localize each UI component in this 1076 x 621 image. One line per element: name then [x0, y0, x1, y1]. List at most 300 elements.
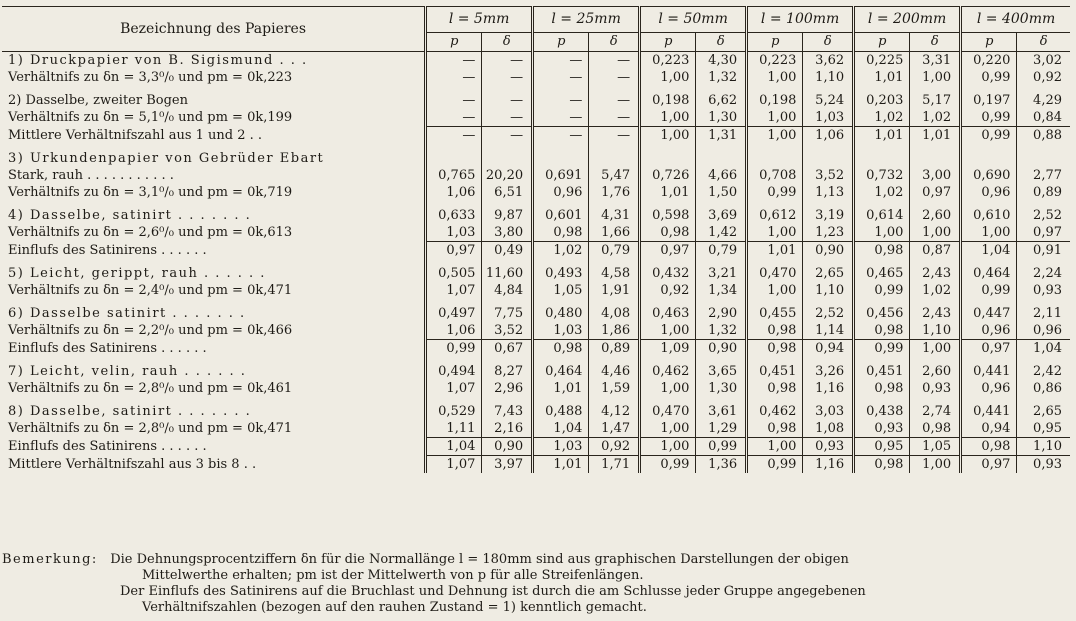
cell-p: 0,220 — [961, 52, 1017, 70]
cell-delta: 1,47 — [589, 420, 640, 438]
cell-p: — — [533, 52, 589, 70]
table-header — [2, 7, 1070, 52]
cell-delta: 2,60 — [910, 363, 961, 380]
cell-p: 0,92 — [640, 282, 696, 299]
cell-delta: 0,93 — [1017, 456, 1070, 474]
cell-delta: 7,75 — [482, 305, 533, 322]
cell-p: 1,04 — [426, 438, 482, 456]
subheader-delta: δ — [910, 32, 961, 51]
cell-delta: 2,74 — [910, 403, 961, 420]
cell-p — [533, 150, 589, 167]
cell-p: 1,06 — [426, 322, 482, 340]
cell-delta: 20,20 — [482, 167, 533, 184]
cell-p: 0,99 — [640, 456, 696, 474]
cell-delta: 4,29 — [1017, 92, 1070, 109]
subheader-p: p — [426, 32, 482, 51]
cell-delta: 7,43 — [482, 403, 533, 420]
cell-p: 0,601 — [533, 207, 589, 224]
cell-p: 0,447 — [961, 305, 1017, 322]
cell-delta: 2,90 — [696, 305, 747, 322]
cell-delta: 2,43 — [910, 305, 961, 322]
cell-p: 0,708 — [747, 167, 803, 184]
cell-delta: 1,00 — [910, 224, 961, 242]
cell-p: 0,438 — [854, 403, 910, 420]
cell-delta: 0,96 — [1017, 322, 1070, 340]
row-label: 2) Dasselbe, zweiter Bogen — [8, 93, 188, 108]
cell-delta: 0,98 — [910, 420, 961, 438]
cell-delta: 0,86 — [1017, 380, 1070, 397]
cell-p: 1,01 — [854, 69, 910, 86]
cell-p: 0,99 — [854, 282, 910, 299]
cell-delta: 4,58 — [589, 265, 640, 282]
cell-p: 0,464 — [533, 363, 589, 380]
cell-p: 1,01 — [640, 184, 696, 201]
row-label: Verhältnifs zu δn = 5,1⁰/₀ und pm = 0k,199 — [8, 110, 293, 125]
cell-p: 1,00 — [747, 69, 803, 86]
cell-delta — [696, 150, 747, 167]
cell-delta: — — [589, 109, 640, 127]
cell-delta: 6,62 — [696, 92, 747, 109]
cell-p: 0,98 — [854, 380, 910, 397]
cell-p: — — [533, 109, 589, 127]
cell-delta: — — [589, 69, 640, 86]
row-label: 5) Leicht, gerippt, rauh . . . . . . — [8, 266, 266, 281]
subheader-delta: δ — [1017, 32, 1070, 51]
cell-delta: 5,24 — [803, 92, 854, 109]
cell-p: 0,223 — [640, 52, 696, 70]
cell-delta: 2,77 — [1017, 167, 1070, 184]
cell-p: 0,488 — [533, 403, 589, 420]
cell-p: 0,462 — [747, 403, 803, 420]
table-row — [2, 340, 1070, 358]
cell-delta: 1,34 — [696, 282, 747, 299]
cell-delta: 0,97 — [910, 184, 961, 201]
cell-p: 0,494 — [426, 363, 482, 380]
subheader-delta: δ — [482, 32, 533, 51]
cell-p: 1,02 — [854, 184, 910, 201]
row-label: Verhältnifs zu δn = 2,6⁰/₀ und pm = 0k,613 — [8, 225, 293, 240]
subheader-p: p — [961, 32, 1017, 51]
subheader-p: p — [747, 32, 803, 51]
cell-delta: 1,04 — [1017, 340, 1070, 358]
column-header-length-200: l = 200mm — [854, 7, 961, 33]
cell-p: 0,598 — [640, 207, 696, 224]
cell-delta: 1,59 — [589, 380, 640, 397]
cell-p: 0,96 — [961, 380, 1017, 397]
cell-p: 0,493 — [533, 265, 589, 282]
table-row — [2, 322, 1070, 340]
cell-p: 1,00 — [640, 322, 696, 340]
cell-delta: — — [589, 92, 640, 109]
cell-p: 0,614 — [854, 207, 910, 224]
cell-delta: 2,60 — [910, 207, 961, 224]
row-label: 4) Dasselbe, satinirt . . . . . . . — [8, 208, 252, 223]
cell-delta: 3,02 — [1017, 52, 1070, 70]
cell-p: 1,11 — [426, 420, 482, 438]
cell-delta: 0,89 — [1017, 184, 1070, 201]
table-row — [2, 109, 1070, 127]
row-label: Einflufs des Satinirens . . . . . . — [8, 340, 207, 356]
cell-p: 1,00 — [747, 438, 803, 456]
cell-p: 0,441 — [961, 403, 1017, 420]
cell-p: 1,03 — [533, 438, 589, 456]
cell-p: 1,01 — [533, 380, 589, 397]
cell-delta: — — [482, 69, 533, 86]
table-row — [2, 150, 1070, 167]
table-row — [2, 224, 1070, 242]
row-label: 1) Druckpapier von B. Sigismund . . . — [8, 53, 308, 68]
cell-delta: 1,13 — [803, 184, 854, 201]
cell-delta: 2,11 — [1017, 305, 1070, 322]
cell-p — [854, 150, 910, 167]
cell-delta: 1,00 — [910, 456, 961, 474]
cell-delta: 1,03 — [803, 109, 854, 127]
row-label: Einflufs des Satinirens . . . . . . — [8, 242, 207, 258]
cell-delta: 3,21 — [696, 265, 747, 282]
cell-delta: 0,97 — [1017, 224, 1070, 242]
cell-delta: 1,10 — [1017, 438, 1070, 456]
cell-delta: 0,93 — [803, 438, 854, 456]
cell-p: 0,99 — [961, 69, 1017, 86]
cell-delta: 0,99 — [696, 438, 747, 456]
cell-p: 0,96 — [961, 322, 1017, 340]
row-label: Mittlere Verhältnifszahl aus 1 und 2 . . — [8, 127, 263, 143]
cell-delta: 0,49 — [482, 242, 533, 260]
cell-delta: 0,90 — [803, 242, 854, 260]
cell-delta: 3,19 — [803, 207, 854, 224]
subheader-p: p — [533, 32, 589, 51]
cell-delta — [482, 150, 533, 167]
cell-p: 0,98 — [747, 340, 803, 358]
cell-delta: 0,90 — [696, 340, 747, 358]
row-label: 3) Urkundenpapier von Gebrüder Ebart — [8, 151, 325, 166]
cell-delta: 3,52 — [482, 322, 533, 340]
cell-p: 0,612 — [747, 207, 803, 224]
cell-p: 0,529 — [426, 403, 482, 420]
row-label: Mittlere Verhältnifszahl aus 3 bis 8 . . — [8, 456, 257, 472]
cell-p: — — [426, 69, 482, 86]
cell-p: — — [533, 69, 589, 86]
cell-delta: 3,97 — [482, 456, 533, 474]
cell-p: 0,198 — [747, 92, 803, 109]
cell-delta: 3,03 — [803, 403, 854, 420]
cell-p: 0,99 — [747, 184, 803, 201]
cell-delta: 1,30 — [696, 380, 747, 397]
cell-p: 0,98 — [533, 224, 589, 242]
cell-p: 1,00 — [747, 282, 803, 299]
cell-delta: 1,06 — [803, 127, 854, 145]
cell-p: 0,93 — [854, 420, 910, 438]
row-label: Einflufs des Satinirens . . . . . . — [8, 438, 207, 454]
cell-delta: 0,88 — [1017, 127, 1070, 145]
cell-p: 1,00 — [640, 438, 696, 456]
cell-delta: 1,14 — [803, 322, 854, 340]
cell-delta: 2,43 — [910, 265, 961, 282]
cell-p: 0,726 — [640, 167, 696, 184]
cell-delta: 0,90 — [482, 438, 533, 456]
cell-p: 1,04 — [961, 242, 1017, 260]
cell-p: — — [533, 127, 589, 145]
cell-p: 0,98 — [747, 322, 803, 340]
cell-p: 0,223 — [747, 52, 803, 70]
cell-delta: 1,71 — [589, 456, 640, 474]
row-label: Verhältnifs zu δn = 2,2⁰/₀ und pm = 0k,466 — [8, 323, 293, 338]
cell-delta: 0,67 — [482, 340, 533, 358]
cell-p — [961, 150, 1017, 167]
cell-delta: 4,30 — [696, 52, 747, 70]
subheader-delta: δ — [589, 32, 640, 51]
cell-delta: — — [482, 52, 533, 70]
cell-p: — — [426, 52, 482, 70]
cell-delta: 4,12 — [589, 403, 640, 420]
cell-p: 0,97 — [961, 456, 1017, 474]
cell-p: — — [426, 109, 482, 127]
cell-p: 0,97 — [426, 242, 482, 260]
table-row — [2, 127, 1070, 145]
cell-p: 0,98 — [961, 438, 1017, 456]
cell-delta — [589, 150, 640, 167]
cell-p: 0,197 — [961, 92, 1017, 109]
cell-delta: — — [482, 92, 533, 109]
cell-delta: 1,10 — [910, 322, 961, 340]
cell-delta: 8,27 — [482, 363, 533, 380]
cell-p: 0,765 — [426, 167, 482, 184]
cell-p: 1,00 — [640, 69, 696, 86]
cell-delta: 3,61 — [696, 403, 747, 420]
remarks-line-2: Mittelwerthe erhalten; pm ist der Mittelwerth von p für alle Streifenlängen. — [142, 568, 644, 583]
cell-p: 1,02 — [854, 109, 910, 127]
cell-p: 0,455 — [747, 305, 803, 322]
cell-p: 0,203 — [854, 92, 910, 109]
remarks-line-4: Verhältnifszahlen (bezogen auf den rauhen Zustand = 1) kenntlich gemacht. — [142, 600, 647, 615]
cell-p: 0,732 — [854, 167, 910, 184]
cell-p: 0,97 — [640, 242, 696, 260]
cell-delta: 4,84 — [482, 282, 533, 299]
cell-p: 1,00 — [854, 224, 910, 242]
cell-delta: 4,66 — [696, 167, 747, 184]
cell-delta: 1,66 — [589, 224, 640, 242]
cell-p: 0,198 — [640, 92, 696, 109]
row-label: 8) Dasselbe, satinirt . . . . . . . — [8, 404, 252, 419]
cell-delta: 1,02 — [910, 282, 961, 299]
cell-delta: 0,79 — [696, 242, 747, 260]
cell-delta — [803, 150, 854, 167]
cell-p: 1,07 — [426, 282, 482, 299]
paper-strength-table — [2, 6, 1070, 473]
cell-delta: 1,32 — [696, 322, 747, 340]
cell-p: 1,00 — [640, 109, 696, 127]
cell-delta: 3,62 — [803, 52, 854, 70]
cell-delta: 0,93 — [910, 380, 961, 397]
table-row — [2, 282, 1070, 299]
subheader-p: p — [854, 32, 910, 51]
table-row — [2, 403, 1070, 420]
cell-p: 1,00 — [747, 109, 803, 127]
cell-p: 0,97 — [961, 340, 1017, 358]
cell-delta: 1,08 — [803, 420, 854, 438]
cell-p: 0,94 — [961, 420, 1017, 438]
table-row — [2, 265, 1070, 282]
table-row — [2, 167, 1070, 184]
cell-delta: 2,42 — [1017, 363, 1070, 380]
cell-delta: 6,51 — [482, 184, 533, 201]
cell-delta: 1,00 — [910, 340, 961, 358]
cell-delta: 5,17 — [910, 92, 961, 109]
cell-delta: 0,95 — [1017, 420, 1070, 438]
cell-delta: 3,69 — [696, 207, 747, 224]
cell-p: 0,451 — [747, 363, 803, 380]
cell-p: 0,470 — [640, 403, 696, 420]
cell-delta: 0,94 — [803, 340, 854, 358]
cell-p: 0,98 — [747, 420, 803, 438]
cell-delta: 4,46 — [589, 363, 640, 380]
cell-p: 0,99 — [854, 340, 910, 358]
row-label: Verhältnifs zu δn = 3,3⁰/₀ und pm = 0k,223 — [8, 70, 293, 85]
cell-delta: 1,76 — [589, 184, 640, 201]
cell-delta: 11,60 — [482, 265, 533, 282]
cell-delta: 2,16 — [482, 420, 533, 438]
cell-p: 0,463 — [640, 305, 696, 322]
cell-p: 1,00 — [747, 127, 803, 145]
table-row — [2, 456, 1070, 474]
cell-delta: 1,29 — [696, 420, 747, 438]
cell-p — [747, 150, 803, 167]
cell-delta: 3,26 — [803, 363, 854, 380]
cell-delta: 1,16 — [803, 456, 854, 474]
cell-p: 0,465 — [854, 265, 910, 282]
cell-delta — [1017, 150, 1070, 167]
cell-p: 1,06 — [426, 184, 482, 201]
cell-p: 0,480 — [533, 305, 589, 322]
cell-delta: 1,30 — [696, 109, 747, 127]
cell-p: 0,633 — [426, 207, 482, 224]
cell-p: 0,432 — [640, 265, 696, 282]
cell-p: 0,691 — [533, 167, 589, 184]
cell-p: 0,505 — [426, 265, 482, 282]
cell-delta: 1,10 — [803, 282, 854, 299]
row-label: Stark, rauh . . . . . . . . . . . — [8, 168, 174, 183]
cell-delta: 1,05 — [910, 438, 961, 456]
table-row — [2, 438, 1070, 456]
row-label: Verhältnifs zu δn = 3,1⁰/₀ und pm = 0k,719 — [8, 185, 293, 200]
table-row — [2, 305, 1070, 322]
cell-p: 1,04 — [533, 420, 589, 438]
subheader-delta: δ — [803, 32, 854, 51]
table-row — [2, 184, 1070, 201]
cell-p: 1,00 — [747, 224, 803, 242]
cell-p: 0,470 — [747, 265, 803, 282]
table-row — [2, 380, 1070, 397]
cell-p: 1,00 — [640, 420, 696, 438]
cell-delta: 0,89 — [589, 340, 640, 358]
column-header-length-400: l = 400mm — [961, 7, 1070, 33]
cell-p: 0,98 — [747, 380, 803, 397]
cell-delta: 1,23 — [803, 224, 854, 242]
cell-delta: 0,93 — [1017, 282, 1070, 299]
table-row — [2, 92, 1070, 109]
cell-delta: 0,84 — [1017, 109, 1070, 127]
cell-p: 0,99 — [961, 282, 1017, 299]
table-row — [2, 242, 1070, 260]
cell-p: 0,99 — [426, 340, 482, 358]
cell-p: 0,99 — [961, 127, 1017, 145]
cell-delta: 3,65 — [696, 363, 747, 380]
table-row — [2, 207, 1070, 224]
cell-p: 1,00 — [640, 127, 696, 145]
cell-p: 1,03 — [426, 224, 482, 242]
cell-delta: 1,86 — [589, 322, 640, 340]
column-header-length-25: l = 25mm — [533, 7, 640, 33]
cell-delta: 1,02 — [910, 109, 961, 127]
cell-p: — — [533, 92, 589, 109]
cell-p: 1,00 — [640, 380, 696, 397]
cell-p: 0,99 — [747, 456, 803, 474]
cell-p: 1,02 — [533, 242, 589, 260]
cell-delta: 0,87 — [910, 242, 961, 260]
cell-p: 1,01 — [854, 127, 910, 145]
remarks-line-3: Der Einflufs des Satinirens auf die Bruchlast und Dehnung ist durch die am Schlusse jeder Gruppe angegebenen — [120, 584, 866, 599]
column-header-paper: Bezeichnung des Papieres — [2, 7, 426, 52]
cell-p: 1,07 — [426, 380, 482, 397]
remarks-line-1: Die Dehnungsprocentziffern δn für die Normallänge l = 180mm sind aus graphischen Darstellungen der obigen — [110, 552, 849, 567]
cell-p: 0,96 — [533, 184, 589, 201]
cell-delta: 5,47 — [589, 167, 640, 184]
cell-delta: 3,00 — [910, 167, 961, 184]
remarks-label: Bemerkung: — [2, 552, 98, 567]
cell-delta: 0,92 — [589, 438, 640, 456]
cell-delta: 0,91 — [1017, 242, 1070, 260]
cell-delta: 0,79 — [589, 242, 640, 260]
cell-p: 0,690 — [961, 167, 1017, 184]
cell-p: 1,09 — [640, 340, 696, 358]
cell-delta: 9,87 — [482, 207, 533, 224]
cell-p: 0,98 — [640, 224, 696, 242]
cell-delta: 1,31 — [696, 127, 747, 145]
table-row — [2, 69, 1070, 86]
cell-delta: 2,65 — [1017, 403, 1070, 420]
row-label: 7) Leicht, velin, rauh . . . . . . — [8, 364, 247, 379]
cell-delta: 3,31 — [910, 52, 961, 70]
cell-p: 0,462 — [640, 363, 696, 380]
row-label: Verhältnifs zu δn = 2,8⁰/₀ und pm = 0k,461 — [8, 381, 293, 396]
cell-delta: 0,92 — [1017, 69, 1070, 86]
cell-delta: 1,16 — [803, 380, 854, 397]
cell-p: 0,225 — [854, 52, 910, 70]
row-label: Verhältnifs zu δn = 2,8⁰/₀ und pm = 0k,471 — [8, 421, 293, 436]
cell-p: 0,98 — [854, 242, 910, 260]
cell-p: 1,03 — [533, 322, 589, 340]
table-row — [2, 52, 1070, 70]
cell-delta: — — [482, 109, 533, 127]
cell-p: 1,07 — [426, 456, 482, 474]
cell-p: 0,98 — [854, 322, 910, 340]
cell-p: 0,497 — [426, 305, 482, 322]
cell-delta: 2,52 — [1017, 207, 1070, 224]
cell-p: 0,96 — [961, 184, 1017, 201]
subheader-p: p — [640, 32, 696, 51]
cell-delta: 2,24 — [1017, 265, 1070, 282]
cell-delta: — — [482, 127, 533, 145]
cell-p: 0,451 — [854, 363, 910, 380]
cell-delta: — — [589, 127, 640, 145]
cell-p: — — [426, 127, 482, 145]
cell-delta: 2,52 — [803, 305, 854, 322]
cell-p — [426, 150, 482, 167]
cell-delta: 4,31 — [589, 207, 640, 224]
cell-delta: 1,42 — [696, 224, 747, 242]
table-row — [2, 363, 1070, 380]
subheader-delta: δ — [696, 32, 747, 51]
